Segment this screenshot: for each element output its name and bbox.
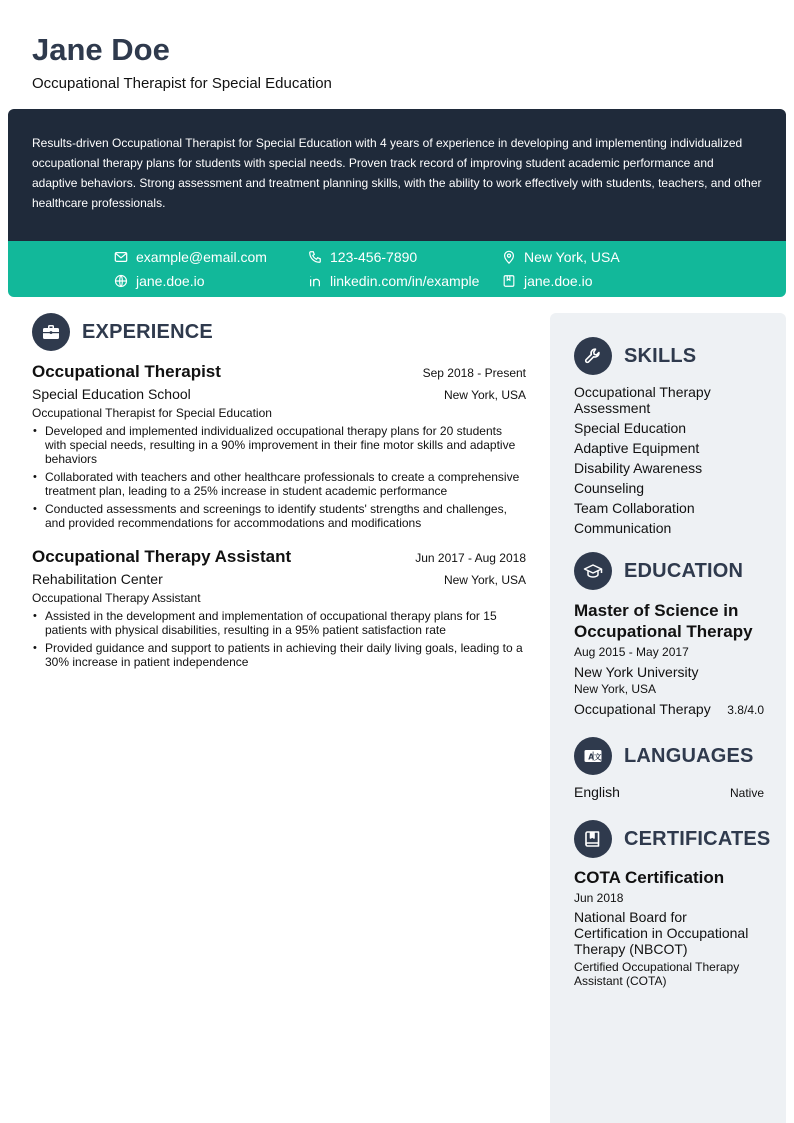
summary-panel — [8, 109, 786, 241]
contact-email[interactable] — [114, 247, 267, 267]
skill-item: Occupational Therapy Assessment — [574, 384, 711, 416]
certificates-badge — [574, 820, 612, 858]
experience-badge — [32, 313, 70, 351]
job-bullet: • Collaborated with teachers and other healthcare professionals to create a comprehensive treatment plan, leading to a 25% increase in student academic performance — [45, 470, 526, 498]
skill-item: Adaptive Equipment — [574, 440, 700, 456]
job-bullets — [32, 424, 526, 530]
job-company: Special Education School — [32, 386, 191, 402]
certificate-entry — [574, 867, 764, 988]
candidate-name: Jane Doe — [32, 32, 170, 67]
education-heading — [574, 552, 743, 590]
certificates-heading — [574, 820, 770, 858]
job-subtitle: Occupational Therapy Assistant — [32, 591, 201, 605]
svg-text:文: 文 — [594, 752, 602, 762]
mail-icon — [114, 250, 128, 264]
certificates-title: CERTIFICATES — [624, 827, 771, 850]
job-dates: Sep 2018 - Present — [422, 366, 526, 380]
globe-icon — [114, 274, 128, 288]
skills-title: SKILLS — [624, 344, 697, 367]
education-badge — [574, 552, 612, 590]
languages-list — [574, 783, 764, 801]
education-school: New York University — [574, 664, 699, 680]
language-item — [574, 783, 764, 801]
languages-title: LANGUAGES — [624, 744, 754, 767]
phone-text: 123-456-7890 — [330, 249, 418, 265]
education-dates: Aug 2015 - May 2017 — [574, 645, 689, 659]
education-location: New York, USA — [574, 682, 657, 696]
experience-title: EXPERIENCE — [82, 320, 213, 343]
certificate-issuer: National Board for Certification in Occupational Therapy (NBCOT) — [574, 909, 749, 957]
bookmark-page-icon — [502, 274, 516, 288]
job-bullet: • Assisted in the development and implementation of occupational therapy plans for 15 patients with physical disabilities, resulting in a 95% patient satisfaction rate — [45, 609, 526, 637]
sidebar — [550, 313, 786, 1123]
job-bullet: • Developed and implemented individualized occupational therapy plans for 20 students with special needs, resulting in a 90% improvement in their fine motor skills and adaptive behaviors — [45, 424, 526, 466]
skill-item: Counseling — [574, 480, 645, 496]
job-bullet: • Provided guidance and support to patients in achieving their daily living goals, leading to a 30% increase in patient independence — [45, 641, 526, 669]
certificate-description: Certified Occupational Therapy Assistant (COTA) — [574, 960, 740, 988]
linkedin-icon — [308, 274, 322, 288]
job-bullet: • Conducted assessments and screenings to identify students' strengths and challenges, and provided recommendations for accommodations and modifications — [45, 502, 526, 530]
job-title: Occupational Therapist — [32, 362, 221, 381]
location-pin-icon — [502, 250, 516, 264]
book-icon — [583, 829, 603, 849]
wrench-icon — [583, 346, 603, 366]
education-title: EDUCATION — [624, 559, 744, 582]
phone-icon — [308, 250, 322, 264]
language-name: English — [574, 784, 620, 800]
languages-heading — [574, 737, 754, 775]
skills-heading — [574, 337, 696, 375]
briefcase-icon — [41, 322, 61, 342]
summary-text: Results-driven Occupational Therapist for Special Education with 4 years of experience in developing and implementing individualized occupational therapy plans for students with special needs. Proven track record of improving student academic performance and adaptive behaviors. Strong assessment and treatment planning skills, with the ability to work effectively with students, teachers, and other healthcare professionals. — [32, 136, 762, 210]
certificate-date: Jun 2018 — [574, 891, 624, 905]
website-text: jane.doe.io — [136, 273, 205, 289]
contact-portfolio[interactable] — [502, 271, 593, 291]
contact-linkedin[interactable] — [308, 271, 479, 291]
skills-badge — [574, 337, 612, 375]
certificate-name: COTA Certification — [574, 868, 725, 887]
skill-item: Special Education — [574, 420, 687, 436]
skill-item: Team Collaboration — [574, 500, 695, 516]
svg-text:A: A — [588, 752, 595, 762]
linkedin-text: linkedin.com/in/example — [330, 273, 480, 289]
education-degree: Master of Science in Occupational Therapy — [574, 601, 753, 641]
experience-heading — [32, 313, 213, 351]
job-subtitle: Occupational Therapist for Special Education — [32, 406, 272, 420]
graduation-cap-icon — [583, 561, 603, 581]
education-entry — [574, 600, 764, 718]
job-dates: Jun 2017 - Aug 2018 — [415, 551, 526, 565]
skills-list — [574, 384, 764, 540]
resume-header — [32, 30, 332, 94]
candidate-role: Occupational Therapist for Special Education — [32, 75, 332, 92]
languages-badge — [574, 737, 612, 775]
education-field: Occupational Therapy — [574, 701, 711, 717]
translate-icon — [583, 746, 603, 766]
skill-item: Disability Awareness — [574, 460, 703, 476]
contact-phone[interactable] — [308, 247, 417, 267]
contact-website[interactable] — [114, 271, 205, 291]
job-title: Occupational Therapy Assistant — [32, 547, 292, 566]
job-entry — [32, 545, 526, 673]
portfolio-text: jane.doe.io — [524, 273, 593, 289]
job-location: New York, USA — [443, 388, 526, 402]
skill-item: Communication — [574, 520, 672, 536]
job-location: New York, USA — [443, 573, 526, 587]
contact-bar — [8, 241, 786, 297]
location-text: New York, USA — [524, 249, 620, 265]
contact-location — [502, 247, 620, 267]
job-entry — [32, 360, 526, 534]
job-company: Rehabilitation Center — [32, 571, 163, 587]
email-text: example@email.com — [136, 249, 267, 265]
language-level: Native — [729, 786, 764, 800]
job-bullets — [32, 609, 526, 669]
education-gpa: 3.8/4.0 — [727, 703, 764, 717]
